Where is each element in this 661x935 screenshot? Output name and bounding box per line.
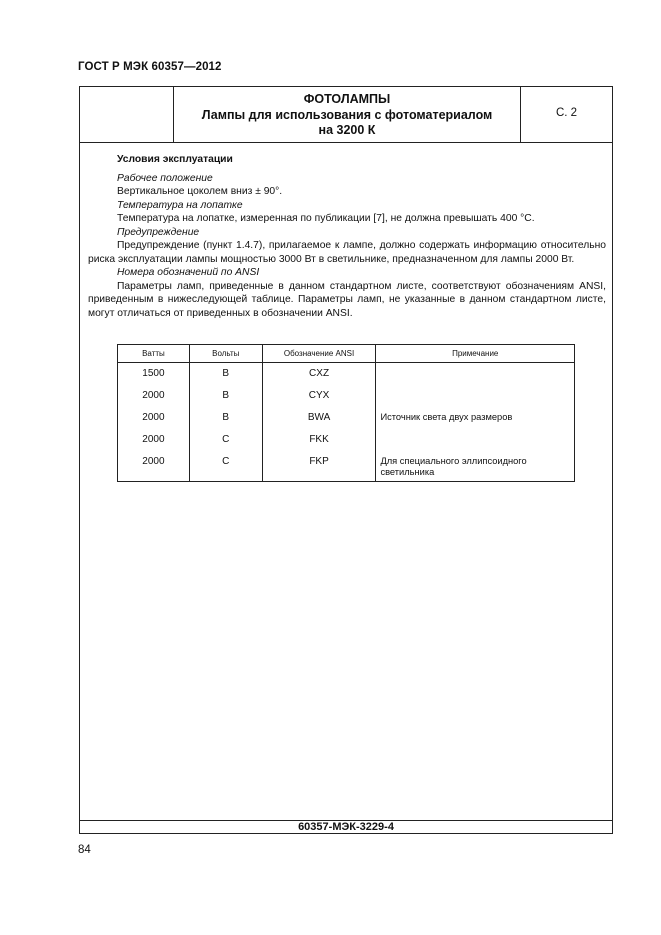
column-header-ansi: Обозначение ANSI	[262, 345, 376, 363]
warning-heading: Предупреждение	[117, 226, 200, 238]
cell-volts: B	[189, 388, 262, 410]
column-header-volts: Вольты	[189, 345, 262, 363]
sheet-content	[88, 153, 606, 320]
cell-watts: 2000	[118, 432, 190, 454]
column-header-watts: Ватты	[118, 345, 190, 363]
cell-watts: 2000	[118, 454, 190, 482]
sheet-page-label: С. 2	[520, 87, 612, 143]
blade-temperature-heading: Температура на лопатке	[117, 199, 243, 211]
cell-note	[376, 363, 575, 389]
cell-watts: 2000	[118, 388, 190, 410]
table-row	[118, 432, 575, 454]
header-title-cell	[174, 87, 520, 143]
table-row	[118, 454, 575, 482]
page-number: 84	[78, 844, 91, 856]
table-row	[118, 388, 575, 410]
sheet-code: 60357-МЭК-3229-4	[298, 821, 394, 833]
ansi-heading: Номера обозначений по ANSI	[117, 267, 260, 278]
column-header-note: Примечание	[376, 345, 575, 363]
document-code: ГОСТ Р МЭК 60357—2012	[78, 61, 222, 73]
cell-volts: C	[189, 454, 262, 482]
cell-ansi: CXZ	[262, 363, 376, 389]
sheet-category: ФОТОЛАМПЫ	[303, 92, 391, 106]
cell-watts: 1500	[118, 363, 190, 389]
blade-temperature-text: Температура на лопатке, измеренная по публикации [7], не должна превышать 400 °С.	[117, 213, 535, 224]
cell-note: Источник света двух размеров	[376, 410, 575, 432]
header-left-cell	[80, 87, 174, 143]
ansi-text: Параметры ламп, приведенные в данном стандартном листе, соответствуют обозначениям ANSI, приведенным в нижеследующей таблице. Параметры ламп, не указанные в данном стандартном листе, могут отличаться от приведенных в обозначении ANSI.	[88, 280, 606, 319]
section-title: Условия эксплуатации	[117, 154, 233, 165]
cell-volts: B	[189, 410, 262, 432]
standard-sheet-frame	[79, 86, 613, 834]
table-header-row	[118, 345, 575, 363]
table-row	[118, 410, 575, 432]
cell-watts: 2000	[118, 410, 190, 432]
operating-position-text: Вертикальное цоколем вниз ± 90°.	[117, 186, 283, 197]
cell-note	[376, 432, 575, 454]
ansi-table	[117, 344, 575, 482]
cell-volts: C	[189, 432, 262, 454]
table-row	[118, 363, 575, 389]
cell-ansi: CYX	[262, 388, 376, 410]
cell-ansi: BWA	[262, 410, 376, 432]
cell-note	[376, 388, 575, 410]
sheet-subtitle-line1: Лампы для использования с фотоматериалом	[201, 107, 493, 122]
cell-note: Для специального эллипсоидного светильника	[376, 454, 575, 482]
cell-ansi: FKK	[262, 432, 376, 454]
cell-volts: B	[189, 363, 262, 389]
sheet-subtitle-line2: на 3200 К	[318, 123, 376, 137]
cell-ansi: FKP	[262, 454, 376, 482]
operating-position-heading: Рабочее положение	[117, 172, 213, 184]
warning-text: Предупреждение (пункт 1.4.7), прилагаемое к лампе, должно содержать информацию относительно риска эксплуатации лампы мощностью 3000 Вт в светильнике, предназначенном для лампы 2000 Вт.	[88, 240, 606, 265]
